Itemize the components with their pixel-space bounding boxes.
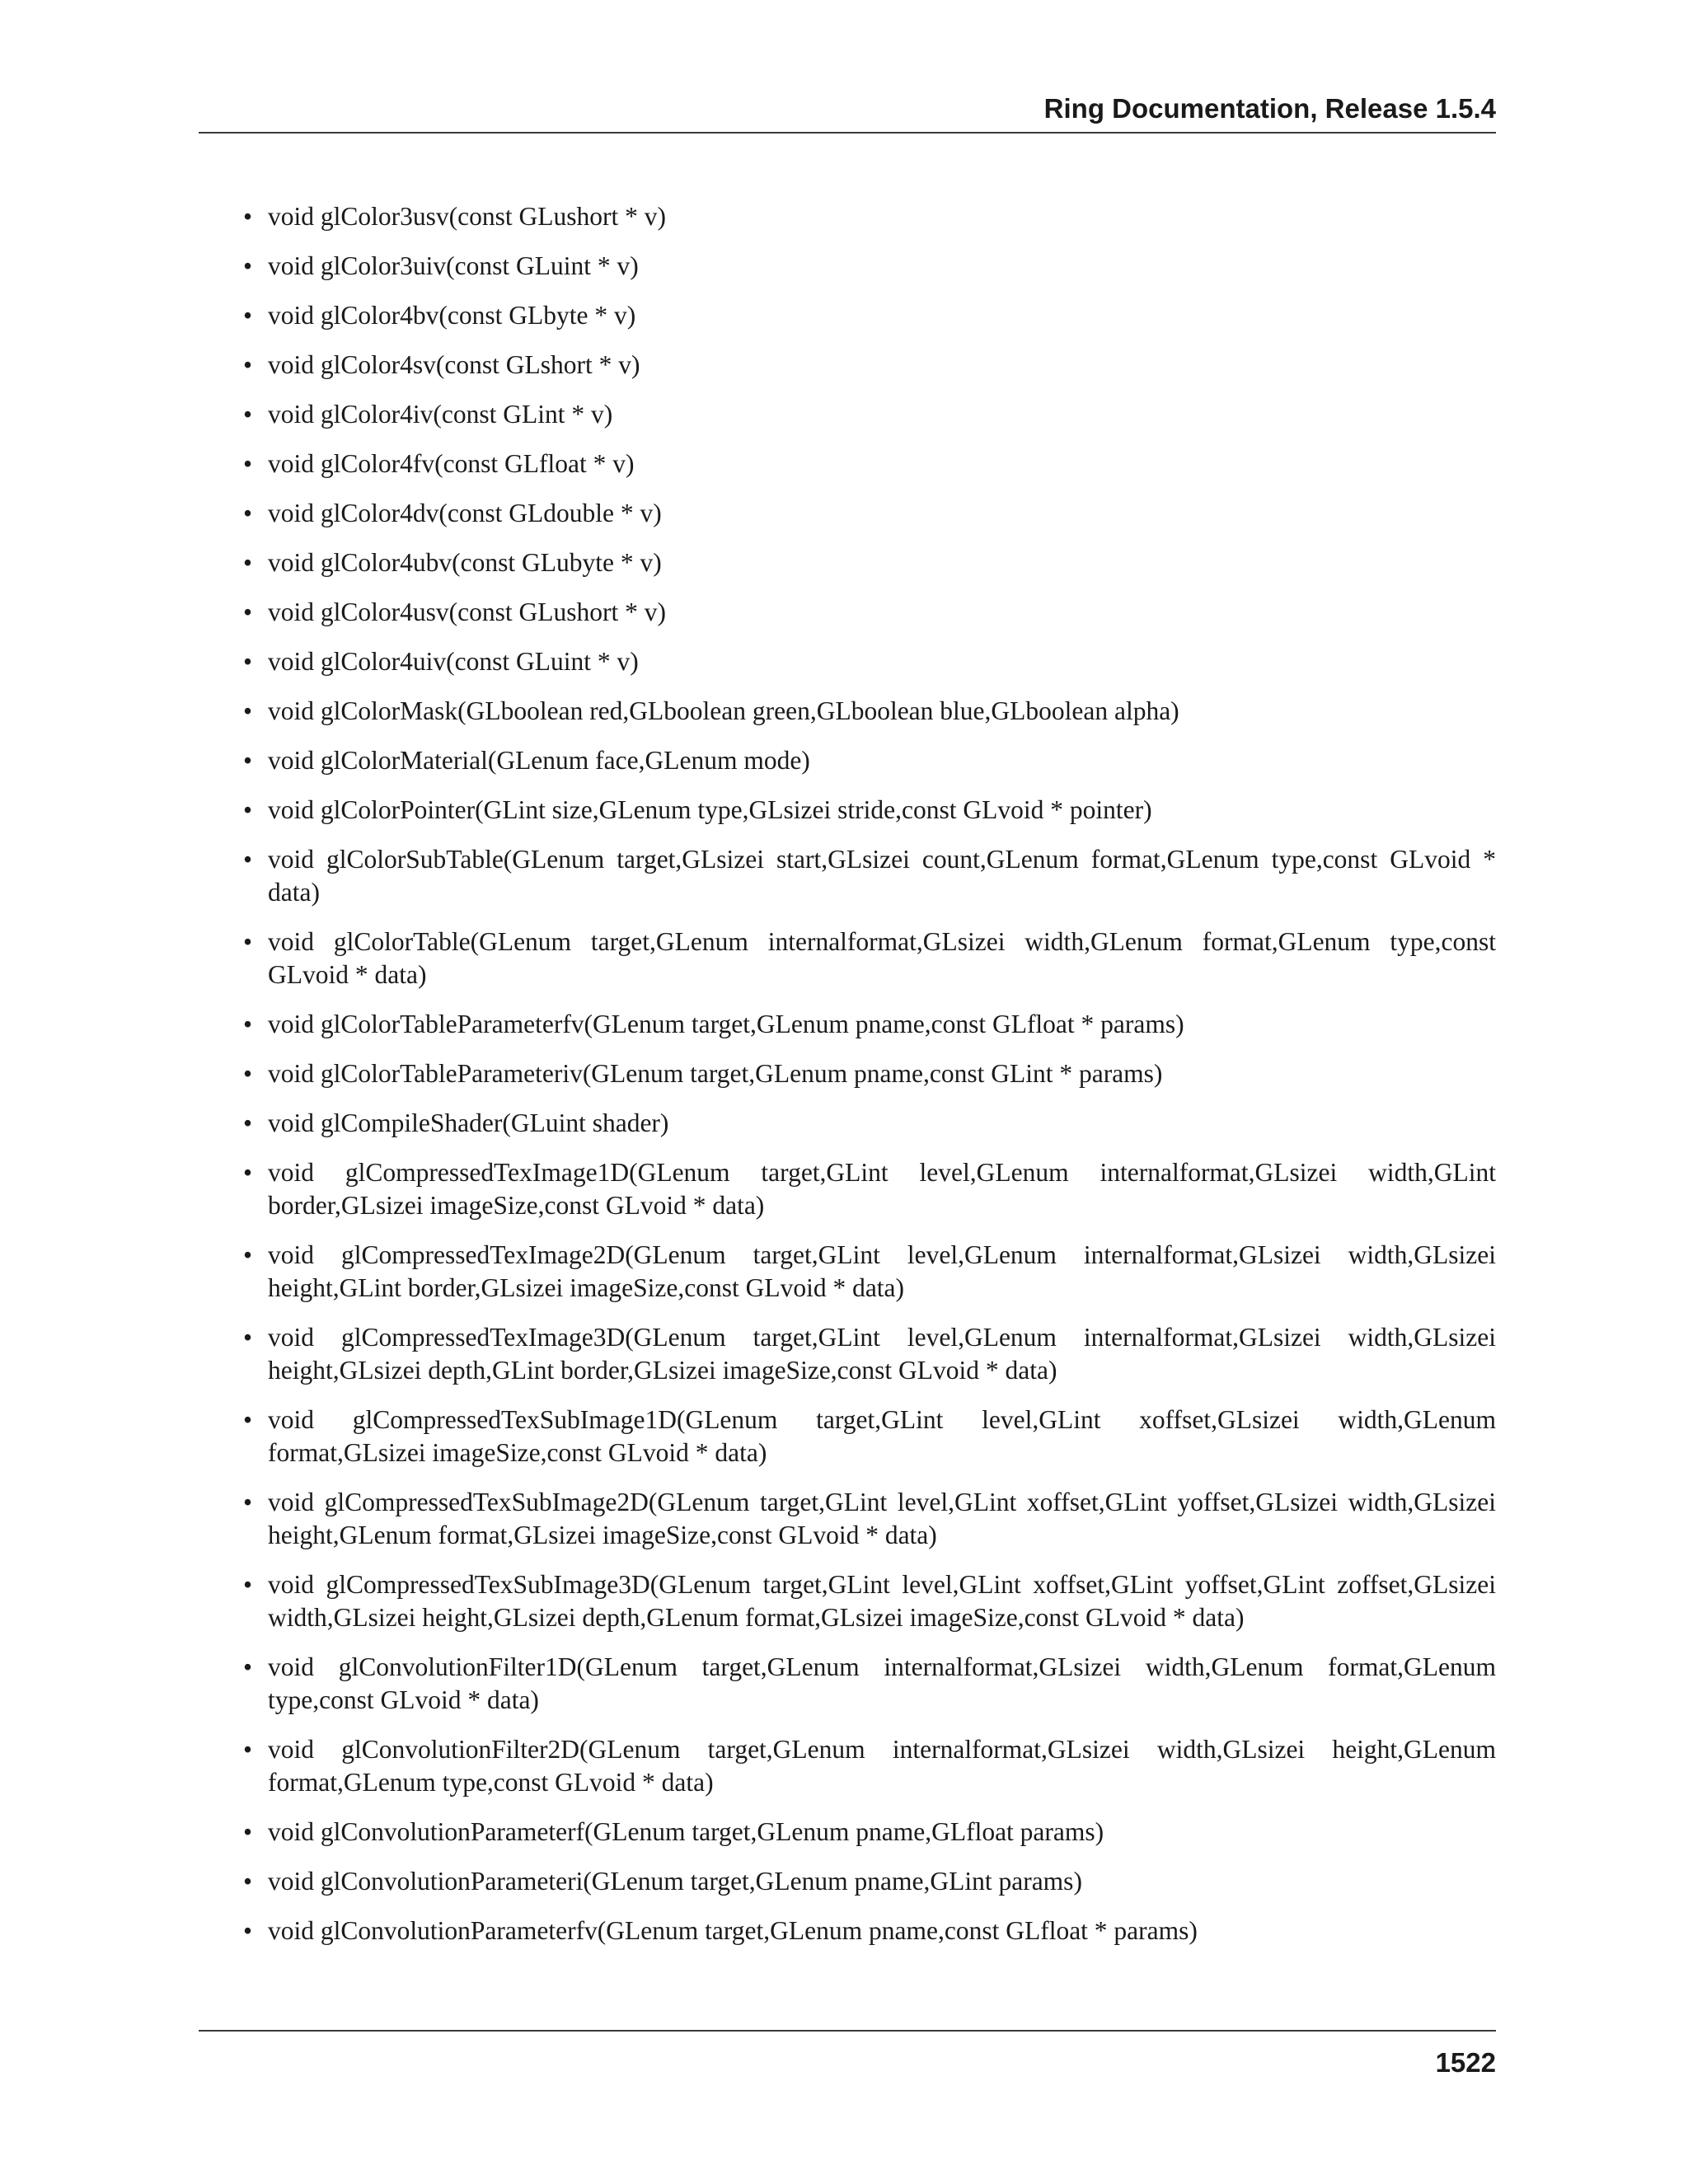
page-footer (199, 2030, 1496, 2078)
list-item: • void glConvolutionParameteri(GLenum target,GLenum pname,GLint params) (243, 1865, 1496, 1898)
list-item: • void glConvolutionFilter1D(GLenum target,GLenum internalformat,GLsizei width,GLenum format,GLenum type,const GLvoid * data) (243, 1651, 1496, 1717)
list-item: • void glColorTableParameteriv(GLenum target,GLenum pname,const GLint * params) (243, 1057, 1496, 1090)
list-item: • void glColorMaterial(GLenum face,GLenum mode) (243, 744, 1496, 777)
list-item: • void glColor4dv(const GLdouble * v) (243, 497, 1496, 530)
list-item: • void glColor4usv(const GLushort * v) (243, 596, 1496, 629)
list-item: • void glCompressedTexImage1D(GLenum target,GLint level,GLenum internalformat,GLsizei width,GLint border,GLsizei imageSize,const GLvoid * data) (243, 1156, 1496, 1222)
page-header (199, 89, 1496, 134)
list-item: • void glCompressedTexSubImage2D(GLenum target,GLint level,GLint xoffset,GLint yoffset,GLsizei width,GLsizei height,GLenum format,GLsizei imageSize,const GLvoid * data) (243, 1486, 1496, 1552)
list-item: • void glCompressedTexSubImage1D(GLenum target,GLint level,GLint xoffset,GLsizei width,GLenum format,GLsizei imageSize,const GLvoid * data) (243, 1404, 1496, 1469)
list-item: • void glConvolutionParameterfv(GLenum target,GLenum pname,const GLfloat * params) (243, 1915, 1496, 1947)
list-item: • void glColor4ubv(const GLubyte * v) (243, 546, 1496, 579)
list-item: • void glColorTableParameterfv(GLenum target,GLenum pname,const GLfloat * params) (243, 1008, 1496, 1041)
list-item: • void glColor4fv(const GLfloat * v) (243, 448, 1496, 480)
list-item: • void glColor3uiv(const GLuint * v) (243, 250, 1496, 283)
list-item: • void glColor3usv(const GLushort * v) (243, 200, 1496, 233)
list-item: • void glCompressedTexImage3D(GLenum target,GLint level,GLenum internalformat,GLsizei width,GLsizei height,GLsizei depth,GLint border,GLsizei imageSize,const GLvoid * data) (243, 1321, 1496, 1387)
list-item: • void glConvolutionParameterf(GLenum target,GLenum pname,GLfloat params) (243, 1816, 1496, 1849)
list-item: • void glColorMask(GLboolean red,GLboolean green,GLboolean blue,GLboolean alpha) (243, 695, 1496, 728)
list-item: • void glCompressedTexImage2D(GLenum target,GLint level,GLenum internalformat,GLsizei width,GLsizei height,GLint border,GLsizei imageSize,const GLvoid * data) (243, 1239, 1496, 1305)
list-item: • void glConvolutionFilter2D(GLenum target,GLenum internalformat,GLsizei width,GLsizei height,GLenum format,GLenum type,const GLvoid * data) (243, 1733, 1496, 1799)
list-item: • void glColor4iv(const GLint * v) (243, 398, 1496, 431)
list-item: • void glCompressedTexSubImage3D(GLenum target,GLint level,GLint xoffset,GLint yoffset,GLint zoffset,GLsizei width,GLsizei height,GLsizei depth,GLenum format,GLsizei imageSize,const GLvoid * data) (243, 1568, 1496, 1634)
list-item: • void glColorSubTable(GLenum target,GLsizei start,GLsizei count,GLenum format,GLenum type,const GLvoid * data) (243, 843, 1496, 909)
document-title: Ring Documentation, Release 1.5.4 (1043, 93, 1496, 124)
list-item: • void glColorTable(GLenum target,GLenum internalformat,GLsizei width,GLenum format,GLenum type,const GLvoid * data) (243, 926, 1496, 991)
page-number: 1522 (1435, 2047, 1496, 2078)
function-list (243, 200, 1496, 1947)
list-item: • void glColor4bv(const GLbyte * v) (243, 299, 1496, 332)
list-item: • void glColor4uiv(const GLuint * v) (243, 645, 1496, 678)
list-item: • void glColor4sv(const GLshort * v) (243, 349, 1496, 382)
list-item: • void glColorPointer(GLint size,GLenum type,GLsizei stride,const GLvoid * pointer) (243, 794, 1496, 827)
page-content (243, 200, 1496, 1964)
list-item: • void glCompileShader(GLuint shader) (243, 1107, 1496, 1140)
